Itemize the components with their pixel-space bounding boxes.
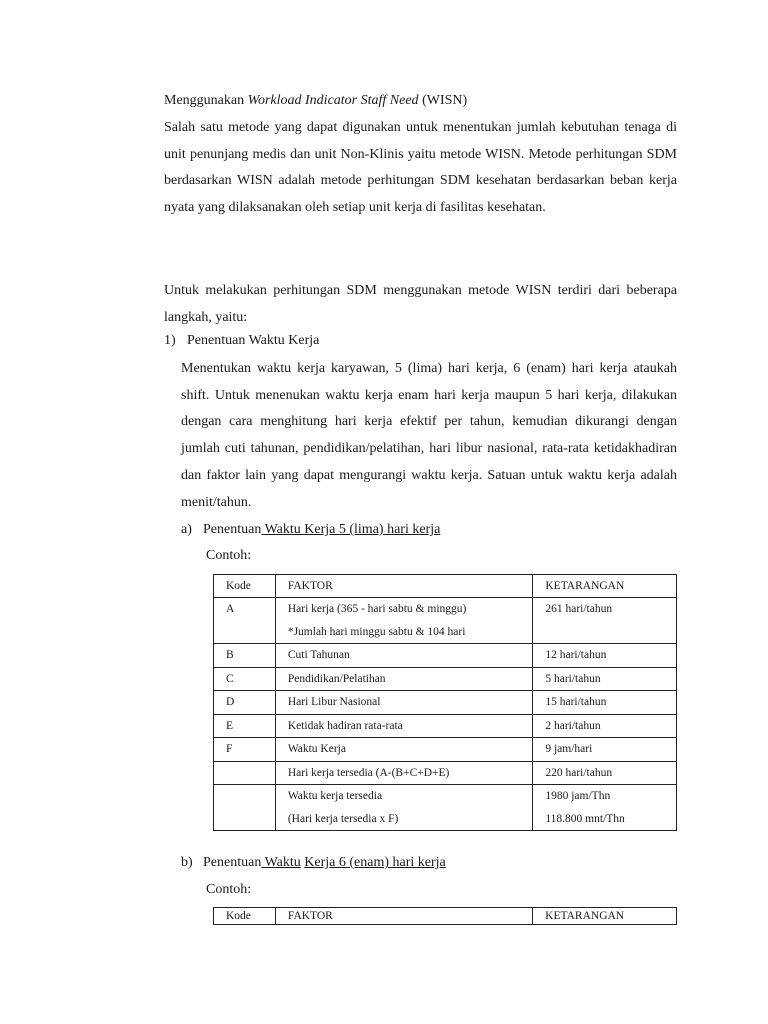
- section-b-title: [203, 855, 446, 871]
- keterangan-text: 9 jam/hari: [545, 743, 593, 755]
- keterangan-text: 118.800 mnt/Thn: [545, 812, 625, 825]
- table-cell-keterangan: [533, 691, 677, 715]
- faktor-text: (Hari kerja tersedia x F): [287, 812, 399, 825]
- faktor-text: Hari Libur Nasional: [287, 696, 381, 708]
- table-cell-kode: [214, 598, 276, 644]
- table-cell-faktor: [275, 738, 533, 762]
- table-cell-kode: [214, 644, 276, 668]
- section-b-letter: b): [181, 855, 193, 870]
- table-cell-faktor: [275, 714, 533, 738]
- table-cell-keterangan: [533, 785, 677, 831]
- table-b-header-keterangan: KETARANGAN: [533, 908, 677, 925]
- table-cell-keterangan: [533, 761, 677, 785]
- faktor-text: Pendidikan/Pelatihan: [287, 672, 386, 685]
- table-cell-kode: [214, 761, 276, 785]
- keterangan-text: 261 hari/tahun: [545, 603, 613, 615]
- table-cell-faktor: [275, 761, 533, 785]
- work-time-table-5-days: [213, 574, 677, 831]
- table-a-header-keterangan: KETARANGAN: [533, 575, 677, 598]
- table-cell-faktor: [275, 691, 533, 715]
- faktor-text: Cuti Tahunan: [287, 649, 350, 661]
- table-row: [214, 598, 677, 644]
- table-row: [214, 738, 677, 762]
- step-1-number: 1): [164, 333, 176, 348]
- table-cell-keterangan: [533, 738, 677, 762]
- keterangan-text: 5 hari/tahun: [545, 672, 601, 685]
- keterangan-text: 2 hari/tahun: [545, 719, 601, 732]
- section-b-title-plain: Penentuan: [203, 855, 262, 870]
- table-a-header-row: [214, 575, 677, 598]
- table-cell-keterangan: [533, 598, 677, 644]
- table-row: [214, 714, 677, 738]
- kode-text: A: [226, 603, 235, 615]
- section-b-heading: [181, 855, 446, 871]
- table-cell-keterangan: [533, 714, 677, 738]
- table-b-header-kode: Kode: [214, 908, 276, 925]
- section-a-title-plain: Penentuan: [203, 522, 262, 537]
- table-b-header-row: [214, 908, 677, 925]
- table-a-header-kode: Kode: [214, 575, 276, 598]
- kode-text: [226, 762, 275, 785]
- step-1-heading: [164, 333, 320, 349]
- table-row: [214, 761, 677, 785]
- section-a-letter: a): [181, 522, 192, 537]
- table-row: [214, 667, 677, 691]
- keterangan-text: 1980 jam/Thn: [545, 790, 611, 802]
- faktor-text: Waktu Kerja: [287, 743, 346, 755]
- table-cell-faktor: [275, 785, 533, 831]
- faktor-text: Ketidak hadiran rata-rata: [287, 719, 403, 732]
- kode-text: E: [226, 719, 234, 732]
- section-b-title-underlined-1: Waktu: [261, 855, 301, 870]
- section-b-title-underlined-2: Kerja 6 (enam) hari kerja: [304, 855, 446, 870]
- section-a-example-label: Contoh:: [206, 548, 252, 563]
- faktor-text: Hari kerja tersedia (A-(B+C+D+E): [287, 766, 450, 779]
- heading-suffix: (WISN): [418, 93, 468, 108]
- step-1-title: Penentuan Waktu Kerja: [187, 333, 320, 348]
- document-heading: [164, 93, 467, 109]
- heading-italic-term: Workload Indicator Staff Need: [247, 93, 419, 108]
- table-cell-faktor: [275, 598, 533, 644]
- table-cell-keterangan: [533, 644, 677, 668]
- table-cell-faktor: [275, 667, 533, 691]
- table-cell-kode: [214, 738, 276, 762]
- table-cell-kode: [214, 785, 276, 831]
- section-a-title-underlined: Waktu Kerja 5 (lima) hari kerja: [261, 522, 441, 537]
- kode-text: [226, 785, 275, 808]
- table-cell-faktor: [275, 644, 533, 668]
- table-row: [214, 785, 677, 831]
- table-cell-kode: [214, 667, 276, 691]
- keterangan-text: 15 hari/tahun: [545, 696, 607, 708]
- table-a-header-faktor: FAKTOR: [275, 575, 533, 598]
- kode-text: D: [226, 696, 235, 708]
- kode-text: B: [226, 649, 234, 661]
- steps-paragraph: Untuk melakukan perhitungan SDM menggunakan metode WISN terdiri dari beberapa langkah, yaitu:: [164, 283, 677, 325]
- table-cell-keterangan: [533, 667, 677, 691]
- kode-text: C: [226, 672, 234, 685]
- faktor-text: Hari kerja (365 - hari sabtu & minggu): [287, 603, 467, 615]
- section-a-title: [203, 522, 440, 538]
- faktor-text: Waktu kerja tersedia: [287, 790, 383, 802]
- table-row: [214, 644, 677, 668]
- work-time-table-6-days: [213, 907, 677, 925]
- section-b-example-label: Contoh:: [206, 882, 252, 897]
- table-cell-kode: [214, 691, 276, 715]
- kode-text: F: [226, 743, 233, 755]
- faktor-text: *Jumlah hari minggu sabtu & 104 hari: [287, 625, 466, 638]
- table-b-header-faktor: FAKTOR: [275, 908, 532, 925]
- table-row: [214, 691, 677, 715]
- intro-paragraph: Salah satu metode yang dapat digunakan untuk menentukan jumlah kebutuhan tenaga di unit penunjang medis dan unit Non-Klinis yaitu metode WISN. Metode perhitungan SDM berdasarkan WISN adalah metode perhitungan SDM kesehatan berdasarkan beban kerja nyata yang dilaksanakan oleh setiap unit kerja di fasilitas kesehatan.: [164, 120, 677, 216]
- section-a-heading: [181, 522, 441, 538]
- step-1-paragraph: Menentukan waktu kerja karyawan, 5 (lima) hari kerja, 6 (enam) hari kerja ataukah shift. Untuk menenukan waktu kerja enam hari kerja maupun 5 hari kerja, dilakukan dengan cara menghitung hari kerja efektif per tahun, kemudian dikurangi dengan jumlah cuti tahunan, pendidikan/pelatihan, hari libur nasional, rata-rata ketidakhadiran dan faktor lain yang dapat mengurangi waktu kerja. Satuan untuk waktu kerja adalah menit/tahun.: [181, 361, 677, 510]
- keterangan-text: 12 hari/tahun: [545, 649, 607, 661]
- heading-prefix: Menggunakan: [164, 93, 248, 108]
- keterangan-text: 220 hari/tahun: [545, 766, 613, 779]
- table-cell-kode: [214, 714, 276, 738]
